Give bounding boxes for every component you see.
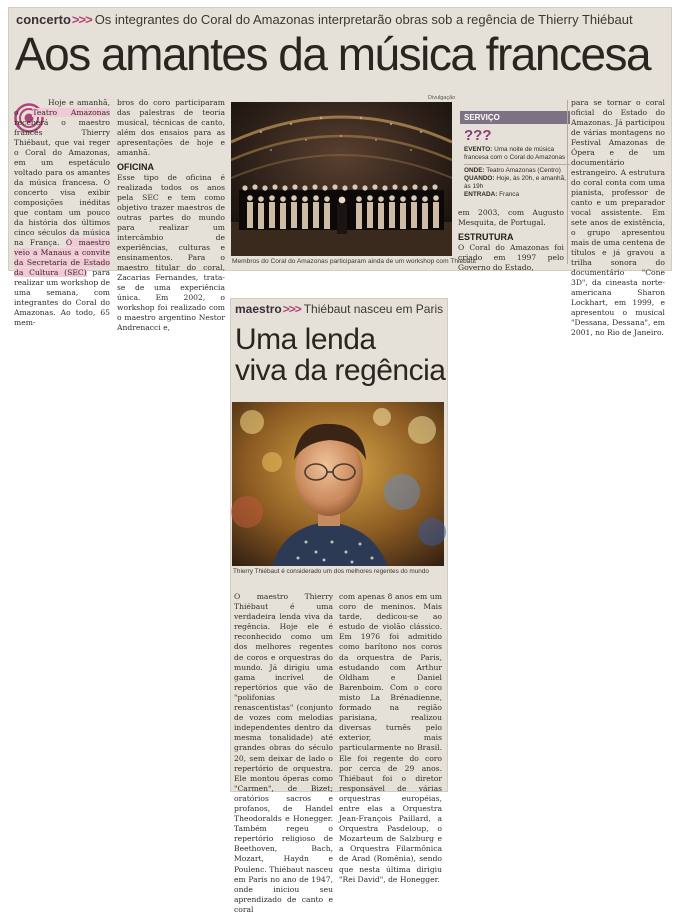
servico-evento (464, 146, 570, 162)
col1-text-c: para realizar um workshop de uma semana, com integrantes do Coral do Amazonas. Ao todo, 65 mem- (14, 268, 110, 327)
maestro-portrait-photo (232, 402, 444, 566)
servico-onde (464, 167, 570, 175)
col3-text-b: O Coral do Amazonas foi criado em 1997 pelo Governo do Estado, (458, 243, 564, 272)
quando-label: QUANDO: (464, 175, 495, 182)
kicker-label: concerto (16, 12, 71, 27)
article1-kicker (16, 12, 633, 27)
onde-label: ONDE: (464, 167, 485, 174)
col2-text-a: bros do coro participaram das palestras de teoria musical, técnicas de canto, além dos ensaios para as apresentações de hoje e amanhã. (117, 98, 225, 157)
highlight-convite: O maestro veio a Manaus a convite da Secretaria de Estado da Cultura (SEC) (14, 238, 111, 277)
maestro-photo-caption: Thierry Thiébaut é considerado um dos melhores regentes do mundo (233, 568, 429, 575)
subhead-estrutura: ESTRUTURA (458, 232, 514, 242)
column-rule (567, 100, 568, 264)
evento-label: EVENTO: (464, 146, 493, 153)
servico-marks: ??? (464, 127, 492, 144)
servico-entrada (464, 191, 570, 199)
headline-line-1: Uma lenda (235, 323, 376, 356)
col3-text-a: em 2003, com Augusto Mesquita, de Portugal. (458, 208, 564, 227)
servico-box (460, 111, 570, 199)
servico-quando (464, 175, 570, 191)
kicker-arrows: >>> (71, 12, 92, 27)
kicker-subtitle-maestro: Thiébaut nasceu em Paris (303, 302, 444, 316)
kicker-arrows-maestro: >>> (282, 302, 301, 316)
onde-value: Teatro Amazonas (Centro) (486, 167, 561, 174)
servico-title: SERVIÇO (460, 111, 570, 124)
entrada-label: ENTRADA: (464, 191, 498, 198)
kicker-label-maestro: maestro (235, 302, 282, 316)
article1-column-1 (14, 98, 111, 327)
headline-line-2: viva da regência (235, 354, 446, 387)
article1-column-4 (571, 98, 665, 337)
col1-text-b: receberá o maestro francês Thierry Thiébaut, que vai reger o Coral do Amazonas, em um espetáculo voltado para os amantes da música francesa. O concerto visa exibir composições inéditas que contam um pouco da história dos últimos cinco séculos da música na França. (14, 118, 110, 247)
entrada-value: Franca (499, 191, 520, 198)
kicker-subtitle: Os integrantes do Coral do Amazonas interpretarão obras sob a regência de Thierry Thiébaut (94, 12, 633, 27)
choir-photo-caption: Membros do Coral do Amazonas participaram ainda de um workshop com Thiébaut (232, 258, 476, 265)
highlight-teatro: Teatro Amazonas (32, 108, 110, 117)
evento-value: Uma noite de música francesa com o Coral do Amazonas (464, 146, 566, 161)
subhead-oficina: OFICINA (117, 162, 154, 172)
article1-column-3 (458, 208, 564, 272)
col4-text: para se tornar o coral oficial do Estado do Amazonas. Já participou de várias montagens no Festival Amazonas de Ópera e de um documentário estrangeiro. A estrutura do coral conta com uma pianista, professor de canto e um preparador vocal assistente. Em sete anos de existência, o grupo apresentou mais de uma centena de títulos e já gravou a trilha sonora do documentário "Cone 3D", da cineasta norte-americana Sharon Lockhart, em 1999, e apresentou o musical "Dessana, Dessana", em 2001, no Rio de Janeiro. (571, 98, 665, 337)
choir-photo (231, 102, 452, 256)
article1-column-2 (117, 98, 225, 332)
article2-column-2 (339, 592, 442, 884)
article2-column-1 (234, 592, 333, 914)
photo-credit: Divulgação (428, 95, 456, 101)
col2-text-b: Esse tipo de oficina é realizada todos os anos pela SEC e tem como objetivo trazer maestros de outras partes do mundo para realizar um intercâmbio de experiências, culturas e ensinamentos. Para o maestro titular do coral, Zacarias Fernandes, trata-se de uma experiência única. Em 2002, o workshop foi realizado com o maestro argentino Nestor Andrenacci e, (117, 173, 225, 332)
article2-kicker (235, 302, 443, 316)
article2-headline (235, 324, 445, 386)
col1-text-a: Hoje e amanhã, o (14, 98, 110, 117)
servico-divider (464, 164, 570, 165)
article2-col1-text: O maestro Thierry Thiébaut é uma verdadeira lenda viva da regência. Hoje ele é reconhecido como um dos melhores regentes de coros e orquestras do mundo. Já dirigiu uma gama incrível de repertórios que vão de "polifonias renascentistas" (conjunto de vozes com melodias independentes dentro da mesma tonalidade) até grandes obras do século 20, sem deixar de lado o repertório de orquestra. Ele montou óperas como "Carmen", de Bizet; oratórios sacros e profanos, de Handel Theodoralds e Honegger. Também regeu o repertório religioso de Beethoven, Bach, Mozart, Haydn e Poulenc. Thiébaut nasceu em Paris no ano de 1947, onde iniciou seu aprendizado de canto e coral (234, 592, 333, 914)
article2-col2-text: com apenas 8 anos em um coro de meninos. Mais tarde, dedicou-se ao estudo de violão clássico. Em 1976 foi admitido como barítono nos coros da orquestra de Paris, estudando com Arthur Oldham e Daniel Barenboim. Com o coro misto La Brénadienne, formado na região parisiana, realizou diversas turnês pelo exterior, mais particularmente no Brasil. Ele foi regente do coro por cerca de 29 anos. Thiébaut foi o diretor responsável de várias orquestras européias, entre elas a Orquestra Jean-François Paillard, a Orquestra Pasdeloup, o Mozarteum de Salzburg e a Orquestra Filarmônica de Arad (Romênia), sendo que nesta última dirigiu "Rei David", de Honegger. (339, 592, 442, 884)
quando-value: Hoje, às 20h, e amanhã, às 19h (464, 175, 566, 190)
article1-headline: Aos amantes da música francesa (15, 28, 651, 80)
